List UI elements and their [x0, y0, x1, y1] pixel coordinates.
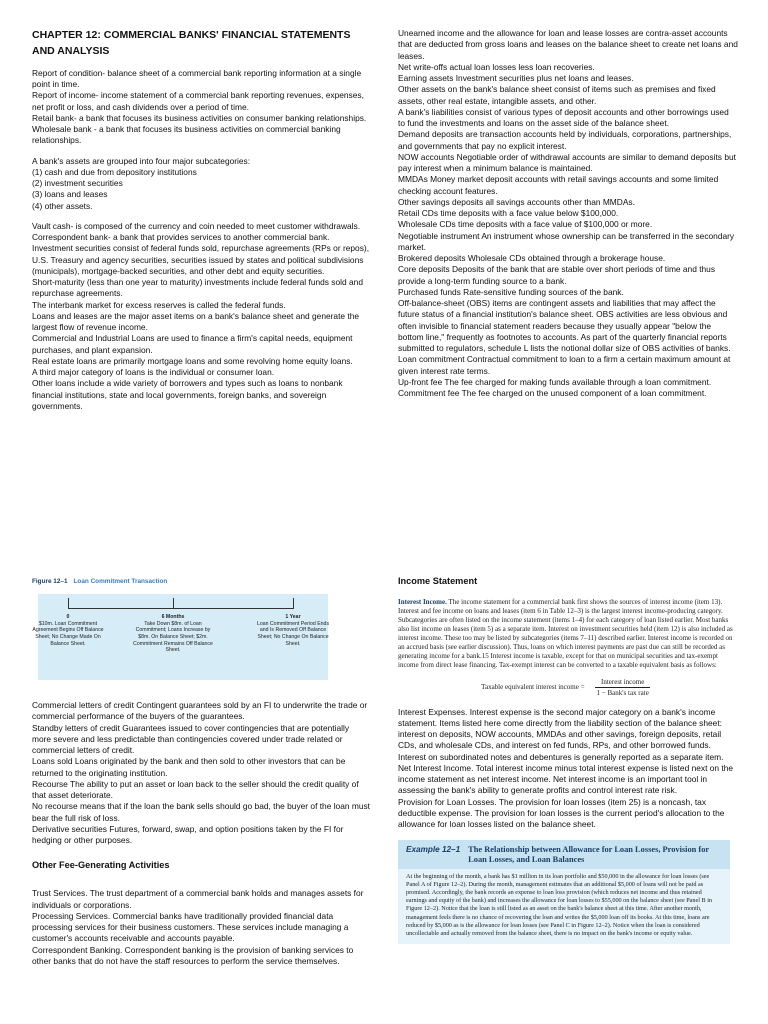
paragraph: Wholesale bank - a bank that focuses its business activities on commercial banking relationships.	[32, 124, 341, 146]
paragraph: Negotiable instrument An instrument whose ownership can be transferred in the secondary market.	[398, 230, 735, 252]
timeline-point	[27, 614, 109, 647]
timeline-point-label: 1 Year	[285, 614, 301, 620]
timeline-tick	[68, 598, 69, 609]
formula-denominator: 1 − Bank's tax rate	[596, 688, 649, 697]
timeline-point	[132, 614, 214, 654]
paragraph: Vault cash- is composed of the currency and coin needed to meet customer withdrawals.	[32, 220, 361, 231]
paragraph: Retail bank- a bank that focuses its business activities on consumer banking relationships.	[32, 112, 367, 123]
paragraph: Other savings deposits all savings accounts other than MMDAs.	[398, 196, 635, 207]
paragraph: No recourse means that if the loan the bank sells should go bad, the buyer of the loan must bear the full risk of loss.	[32, 801, 370, 823]
timeline-point-label: 6 Months	[161, 614, 185, 620]
paragraph: Short-maturity (less than one year to maturity) investments include federal funds sold and repurchase agreements.	[32, 277, 363, 299]
bottom-right-column	[398, 576, 738, 944]
section-heading: Other Fee-Generating Activities	[32, 860, 170, 871]
paragraph: Investment securities consist of federal funds sold, repurchase agreements (RPs or repos), U.S. Treasury and agency securities, securities issued by states and political subdivisions (municipals), mortgage-backed securities, and other debt and equity securities.	[32, 243, 370, 276]
loan-commitment-figure	[32, 578, 344, 678]
paragraph: Retail CDs time deposits with a face value below $100,000.	[398, 208, 619, 218]
paragraph: Other loans include a wide variety of borrowers and types such as loans to nonbank financial institutions, state and local governments, foreign banks, and sovereign governments.	[32, 378, 343, 411]
timeline-point-text: $10m. Loan Commitment Agreement Begins Off Balance Sheet; No Change Made On Balance Sheet.	[32, 620, 104, 647]
paragraph: Net write-offs actual loan losses less loan recoveries.	[398, 61, 595, 72]
paragraph: Derivative securities Futures, forward, swap, and option positions taken by the FI for hedging or other purposes.	[32, 823, 344, 845]
timeline-point-label: 0	[66, 614, 70, 620]
paragraph: Commitment fee The fee charged on the unused component of a loan commitment.	[398, 388, 707, 398]
paragraph: Wholesale CDs time deposits with a face value of $100,000 or more.	[398, 219, 653, 230]
example-header	[398, 840, 730, 869]
timeline-point	[252, 614, 334, 647]
example-title: The Relationship between Allowance for Loan Losses, Provision for Loan Losses, and Loan Balances	[468, 845, 709, 865]
paragraph: A bank's liabilities consist of various types of deposit accounts and other borrowings used to fund the investments and loans on the asset side of the balance sheet.	[398, 106, 729, 128]
top-left-column	[32, 28, 370, 412]
paragraph: Other assets on the bank's balance sheet consist of items such as premises and fixed assets, other real estate, intangible assets, and other.	[398, 84, 716, 106]
paragraph: Net Interest Income. Total interest income minus total interest expense is listed next on the income statement as net interest income. Net interest income is an important tool in assessing the bank's ability to generate profits and control interest rate risk.	[398, 762, 734, 796]
figure-caption	[32, 578, 344, 585]
figure-panel	[32, 594, 330, 680]
list-item: (3) loans and leases	[32, 189, 108, 200]
section-heading: Income Statement	[398, 576, 478, 586]
example-box	[398, 840, 730, 943]
paragraph: Earning assets Investment securities plus net loans and leases.	[398, 73, 634, 83]
paragraph: The interbank market for excess reserves is called the federal funds.	[32, 299, 286, 310]
list-item: (2) investment securities	[32, 178, 123, 189]
list-item: (4) other assets.	[32, 200, 93, 211]
timeline-axis	[68, 608, 294, 609]
formula-lhs: Taxable equivalent interest income =	[481, 683, 585, 692]
paragraph: Standby letters of credit Guarantees issued to cover contingencies that are potentially more severe and less predictable than contingencies covered under trade related or commercial letters of credit.	[32, 722, 350, 755]
formula-numerator: Interest income	[595, 678, 650, 688]
excerpt-text: The income statement for a commercial bank first shows the sources of interest income (item 13). Interest and fee income on loans and leases (item 6 in Table 12–3) is the largest interest income-producing category. Subcategories are often listed on the income statement (items 1–4) for each category of loan listed earlier. Most banks also list income on leases (item 5) as a separate item. Interest on investment securities held (item 12) is also included as interest income. These too may be listed by subcategories (items 7–11) described earlier. Interest income is recorded on an accrued basis (see earlier discussion). Thus, loans on which interest payments are past due can still be recorded as generating income for a bank.15 Interest income is taxable, except for that on municipal securities and tax-exempt income from direct lease financing. Tax-exempt interest can be converted to a taxable equivalent basis as follows:	[398, 598, 733, 669]
paragraph: Up-front fee The fee charged for making funds available through a loan commitment.	[398, 376, 712, 387]
paragraph: Purchased funds Rate-sensitive funding sources of the bank.	[398, 286, 624, 297]
paragraph: Brokered deposits Wholesale CDs obtained through a brokerage house.	[398, 253, 666, 263]
bottom-left-column	[32, 578, 370, 967]
figure-label: Figure 12–1	[32, 578, 68, 585]
paragraph: Demand deposits are transaction accounts held by individuals, corporations, partnerships, and governments that pay no explicit interest.	[398, 129, 732, 151]
paragraph: Interest Expenses. Interest expense is the second major category on a bank's income statement. Items listed here come directly from the liability section of the balance sheet: interest on deposits, NOW accounts, MMDAs and other savings, foreign deposits, retail CDs, and wholesale CDs, and interest on fed funds, RPs, and other borrowed funds. Interest on subordinated notes and debentures is generally reported as a separate item.	[398, 706, 724, 762]
paragraph: Report of condition- balance sheet of a commercial bank reporting information at a single point in time.	[32, 67, 362, 90]
timeline-tick	[173, 598, 174, 609]
paragraph: A third major category of loans is the individual or consumer loan.	[32, 367, 275, 378]
top-right-column	[398, 28, 738, 399]
excerpt-lead: Interest Income.	[398, 598, 447, 606]
paragraph: Loan commitment Contractual commitment to loan to a firm a certain maximum amount at given interest rate terms.	[398, 354, 731, 376]
paragraph: Loans and leases are the major asset items on a bank's balance sheet and generate the largest flow of revenue income.	[32, 310, 360, 333]
paragraph: Report of income- income statement of a commercial bank reporting revenues, expenses, net profit or loss, and cash dividends over a period of time.	[32, 90, 364, 112]
interest-income-excerpt	[398, 598, 738, 670]
paragraph: Real estate loans are primarily mortgage loans and some revolving home equity loans.	[32, 355, 353, 366]
timeline-point-text: Take Down $8m. of Loan Commitment; Loans Increase by $8m. On Balance Sheet; $2m. Commitment Remains Off Balance Sheet.	[133, 620, 213, 654]
paragraph: Correspondent bank- a bank that provides services to another commercial bank.	[32, 232, 330, 243]
timeline-tick	[293, 598, 294, 609]
timeline-point-text: Loan Commitment Period Ends and Is Removed Off Balance Sheet; No Change On Balance Sheet.	[256, 620, 330, 647]
paragraph: Correspondent Banking. Correspondent banking is the provision of banking services to other banks that do not have the staff resources to perform the service themselves.	[32, 944, 354, 966]
paragraph: Loans sold Loans originated by the bank and then sold to other investors that can be returned to the originating institution.	[32, 756, 346, 778]
paragraph: Trust Services. The trust department of a commercial bank holds and manages assets for individuals or corporations.	[32, 888, 364, 910]
example-label: Example 12–1	[406, 845, 461, 855]
paragraph: Provision for Loan Losses. The provision for loan losses (item 25) is a noncash, tax deductible expense. The provision for loan losses is the current period's allocation to the allowance for loan losses listed on the balance sheet.	[398, 796, 725, 830]
paragraph: Commercial letters of credit Contingent guarantees sold by an FI to underwrite the trade or commercial performance of the buyers of the guarantees.	[32, 700, 368, 722]
paragraph: Commercial and Industrial Loans are used to finance a firm's capital needs, equipment purchases, and plant expansion.	[32, 333, 353, 355]
chapter-title: CHAPTER 12: COMMERCIAL BANKS' FINANCIAL STATEMENTS AND ANALYSIS	[32, 29, 351, 57]
tax-equivalent-formula	[398, 678, 738, 697]
asset-intro: A bank's assets are grouped into four major subcategories:	[32, 155, 251, 166]
paragraph: NOW accounts Negotiable order of withdrawal accounts are similar to demand deposits but pay interest when a minimum balance is maintained.	[398, 151, 736, 173]
paragraph: Unearned income and the allowance for loan and lease losses are contra-asset accounts that are deducted from gross loans and leases on the balance sheet to create net loans and leases.	[398, 28, 738, 61]
example-body: At the beginning of the month, a bank has $1 million in its loan portfolio and $50,000 in the allowance for loan losses (see Panel A of Figure 12–2). During the month, management estimates that an additional $5,000 of loans will not be paid as promised. Accordingly, the bank records an expense to loan loss provision (which reduces net income and thus retained earnings and equity of the bank) and increases the allowance for loan losses to $55,000 on the balance sheet (see Panel B in Figure 12–2). Notice that the loan is still listed as an asset on the bank's balance sheet at this time. After another month, management feels there is no chance of recovering the loan and writes the $5,000 loan off its books. At this time, loans are reduced by $5,000 as is the allowance for loan losses (see Panel C in Figure 12–2). Notice when the loan is considered uncollectable and actually removed from the balance sheet, there is no impact on the bank's income or equity value.	[398, 869, 730, 944]
formula-fraction	[591, 678, 655, 697]
paragraph: Core deposits Deposits of the bank that are stable over short periods of time and thus provide a long-term funding source to a bank.	[398, 264, 716, 286]
paragraph: Processing Services. Commercial banks have traditionally provided financial data processing services for their business customers. These services include managing a customer's accounts receivable and accounts payable.	[32, 910, 349, 944]
figure-title: Loan Commitment Transaction	[73, 578, 168, 585]
paragraph: Recourse The ability to put an asset or loan back to the seller should the credit quality of that asset deteriorate.	[32, 778, 359, 800]
list-item: (1) cash and due from depository institutions	[32, 166, 197, 177]
paragraph: Off-balance-sheet (OBS) items are contingent assets and liabilities that may affect the future status of a financial institution's balance sheet. OBS activities are less obvious and often invisible to financial statement readers because they usually appear "below the bottom line," frequently as footnotes to accounts. As part of the quarterly financial reports submitted to regulators, schedule L lists the notional dollar size of OBS activities of banks.	[398, 298, 731, 353]
paragraph: MMDAs Money market deposit accounts with retail savings accounts and some limited checking account features.	[398, 174, 719, 196]
